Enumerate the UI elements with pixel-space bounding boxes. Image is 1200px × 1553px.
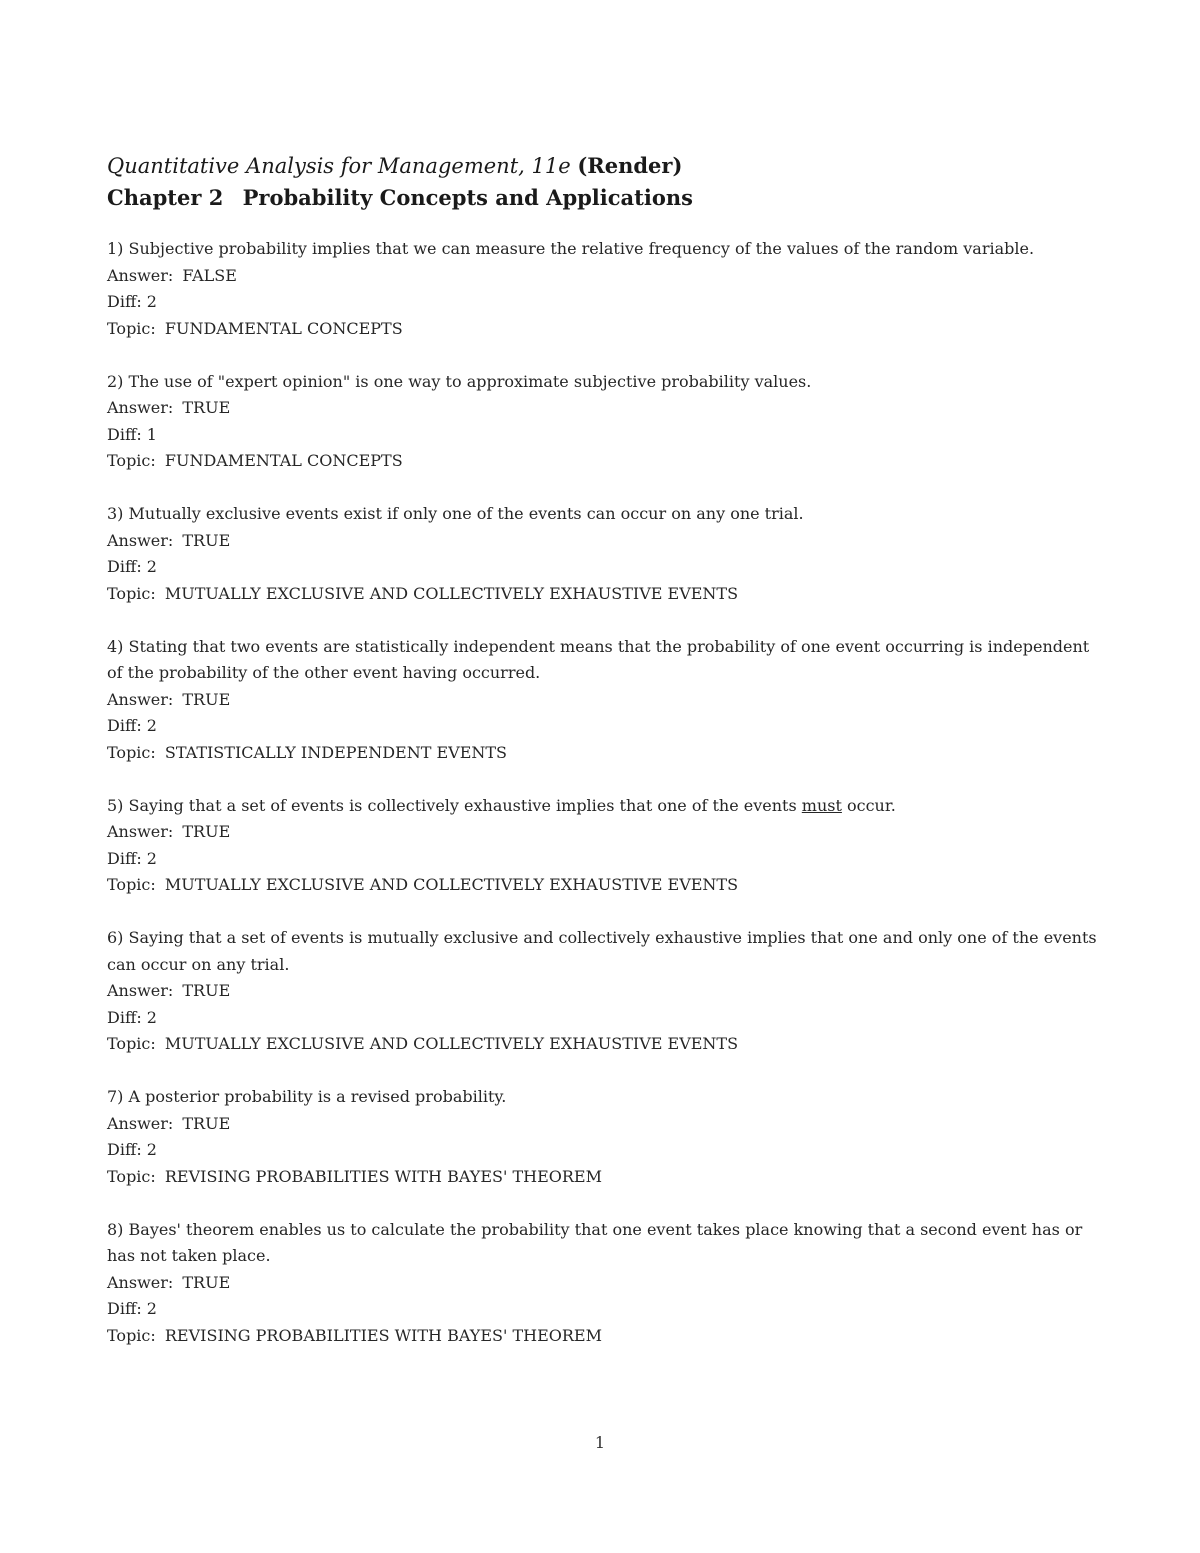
diff-row: Diff: 2	[107, 1140, 157, 1159]
topic-value: FUNDAMENTAL CONCEPTS	[164, 318, 403, 338]
answer-row: Answer: TRUE	[107, 689, 231, 709]
answer-row: Answer: TRUE	[107, 822, 231, 841]
topic-row: Topic: MUTUALLY EXCLUSIVE AND COLLECTIVELY EXHAUSTIVE EVENTS	[107, 1034, 739, 1053]
topic-row: Topic: MUTUALLY EXCLUSIVE AND COLLECTIVELY EXHAUSTIVE EVENTS	[107, 875, 739, 894]
topic-row: Topic: FUNDAMENTAL CONCEPTS	[107, 451, 403, 470]
book-title: Quantitative Analysis for Management, 11e	[107, 154, 571, 178]
chapter-heading	[107, 182, 1097, 214]
question-number: 7)	[107, 1087, 124, 1106]
answer-value: TRUE	[182, 530, 231, 550]
answer-value: TRUE	[182, 981, 231, 1000]
topic-value: MUTUALLY EXCLUSIVE AND COLLECTIVELY EXHAUSTIVE EVENTS	[164, 583, 739, 603]
topic-row: Topic: MUTUALLY EXCLUSIVE AND COLLECTIVELY EXHAUSTIVE EVENTS	[107, 583, 739, 603]
diff-row: Diff: 2	[107, 557, 157, 576]
diff-value: 1	[146, 424, 157, 444]
question-item	[107, 634, 1097, 767]
question-number: 4)	[107, 636, 124, 656]
question-text: 1) Subjective probability implies that we can measure the relative frequency of the values of the random variable.	[107, 239, 1035, 258]
diff-row: Diff: 2	[107, 716, 157, 735]
diff-value: 2	[146, 1299, 157, 1318]
diff-value: 2	[146, 1007, 157, 1027]
answer-value: TRUE	[182, 689, 231, 709]
topic-row: Topic: STATISTICALLY INDEPENDENT EVENTS	[107, 742, 508, 762]
question-text: 2) The use of "expert opinion" is one way to approximate subjective probability values.	[107, 371, 812, 391]
question-item	[107, 501, 1097, 607]
chapter-title: Probability Concepts and Applications	[242, 185, 693, 210]
diff-row: Diff: 2	[107, 292, 157, 311]
question-text: 5) Saying that a set of events is collectively exhaustive implies that one of the events must occur.	[107, 795, 896, 815]
topic-row: Topic: REVISING PROBABILITIES WITH BAYES' THEOREM	[107, 1325, 602, 1345]
answer-value: TRUE	[182, 1272, 231, 1292]
topic-value: STATISTICALLY INDEPENDENT EVENTS	[164, 742, 508, 762]
diff-value: 2	[146, 848, 157, 868]
question-text: 7) A posterior probability is a revised probability.	[107, 1087, 507, 1106]
topic-value: REVISING PROBABILITIES WITH BAYES' THEOREM	[164, 1166, 602, 1186]
question-number: 3)	[107, 504, 124, 523]
diff-row: Diff: 2	[107, 848, 157, 868]
question-number: 2)	[107, 371, 124, 391]
diff-value: 2	[146, 1140, 157, 1159]
question-list	[107, 236, 1097, 1349]
emphasis-must: must	[801, 795, 842, 815]
document-page	[107, 150, 1097, 1376]
topic-value: MUTUALLY EXCLUSIVE AND COLLECTIVELY EXHAUSTIVE EVENTS	[164, 875, 739, 894]
question-number: 8)	[107, 1219, 124, 1239]
answer-row: Answer: FALSE	[107, 265, 237, 285]
question-number: 1)	[107, 239, 124, 258]
diff-row: Diff: 2	[107, 1007, 157, 1027]
diff-value: 2	[146, 557, 157, 576]
answer-row: Answer: TRUE	[107, 1272, 231, 1292]
page-number: 1	[594, 1433, 606, 1452]
diff-value: 2	[146, 292, 157, 311]
answer-value: TRUE	[182, 1113, 231, 1133]
diff-row: Diff: 1	[107, 424, 157, 444]
question-text: 3) Mutually exclusive events exist if only one of the events can occur on any one trial.	[107, 504, 804, 523]
question-text: 8) Bayes' theorem enables us to calculate the probability that one event takes place knowing that a second event has or has not taken place.	[107, 1219, 1083, 1265]
answer-value: TRUE	[182, 822, 231, 841]
answer-row: Answer: TRUE	[107, 981, 231, 1000]
topic-row: Topic: REVISING PROBABILITIES WITH BAYES' THEOREM	[107, 1166, 602, 1186]
question-number: 5)	[107, 795, 124, 815]
question-item	[107, 369, 1097, 475]
topic-row: Topic: FUNDAMENTAL CONCEPTS	[107, 318, 403, 338]
answer-value: TRUE	[182, 398, 231, 417]
topic-value: FUNDAMENTAL CONCEPTS	[164, 451, 403, 470]
diff-row: Diff: 2	[107, 1299, 157, 1318]
answer-value: FALSE	[182, 265, 237, 285]
diff-value: 2	[146, 716, 157, 735]
answer-row: Answer: TRUE	[107, 398, 231, 417]
question-item	[107, 925, 1097, 1058]
question-item	[107, 793, 1097, 899]
chapter-number: Chapter 2	[107, 185, 224, 210]
answer-row: Answer: TRUE	[107, 530, 231, 550]
topic-value: REVISING PROBABILITIES WITH BAYES' THEOREM	[164, 1325, 602, 1345]
question-item	[107, 1084, 1097, 1190]
question-item	[107, 1217, 1097, 1350]
book-title-line	[107, 150, 1097, 182]
book-author: (Render)	[577, 153, 683, 178]
question-item	[107, 236, 1097, 342]
question-text: 4) Stating that two events are statistically independent means that the probability of one event occurring is independent of the probability of the other event having occurred.	[107, 636, 1090, 682]
answer-row: Answer: TRUE	[107, 1113, 231, 1133]
question-number: 6)	[107, 928, 124, 947]
question-text: 6) Saying that a set of events is mutually exclusive and collectively exhaustive implies that one and only one of the events can occur on any trial.	[107, 928, 1097, 974]
topic-value: MUTUALLY EXCLUSIVE AND COLLECTIVELY EXHAUSTIVE EVENTS	[164, 1034, 739, 1053]
